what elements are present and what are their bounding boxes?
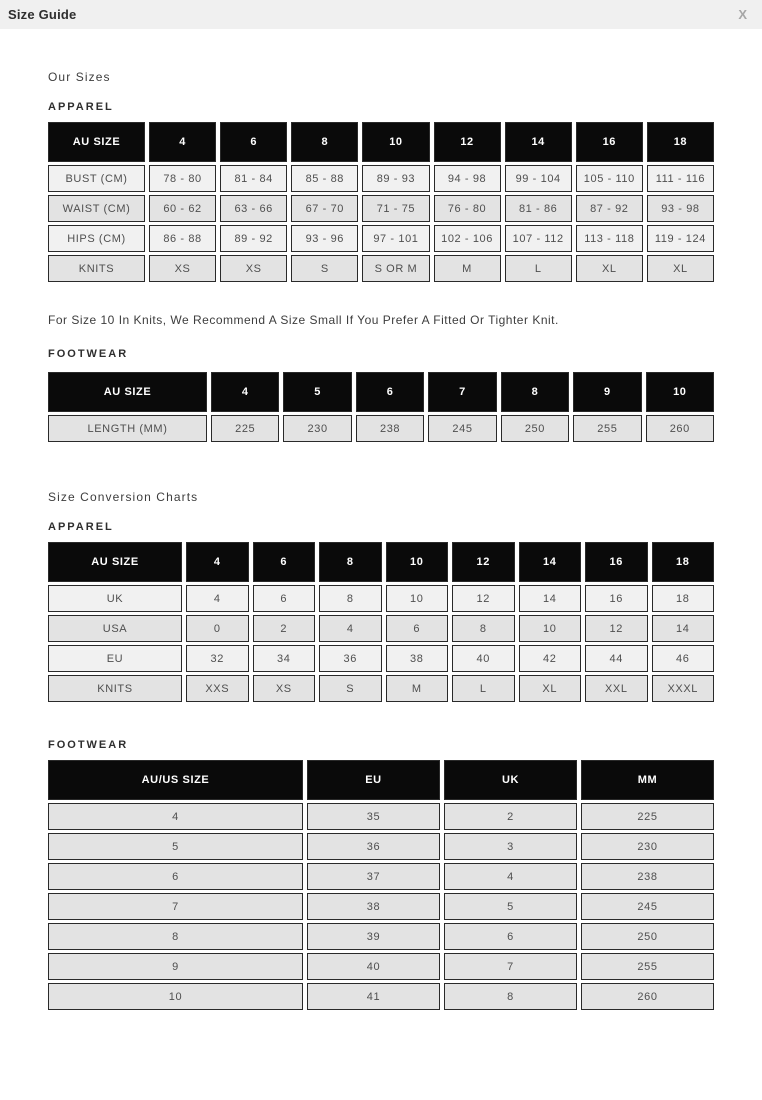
modal-header bbox=[0, 0, 762, 29]
conversion-footwear-label: FOOTWEAR bbox=[48, 739, 129, 751]
data-cell: 10 bbox=[48, 983, 303, 1010]
data-cell: 93 - 96 bbox=[291, 225, 358, 252]
data-cell: XS bbox=[220, 255, 287, 282]
column-header-cell: AU SIZE bbox=[48, 542, 182, 582]
data-cell: 113 - 118 bbox=[576, 225, 643, 252]
data-cell: M bbox=[434, 255, 501, 282]
data-cell: 71 - 75 bbox=[362, 195, 429, 222]
data-cell: 41 bbox=[307, 983, 440, 1010]
footwear-conversion-table bbox=[48, 760, 714, 1010]
data-cell: 12 bbox=[452, 585, 515, 612]
row-label-cell: EU bbox=[48, 645, 182, 672]
data-cell: S OR M bbox=[362, 255, 429, 282]
column-header-cell: 4 bbox=[149, 122, 216, 162]
data-cell: 6 bbox=[48, 863, 303, 890]
column-header-cell: MM bbox=[581, 760, 714, 800]
column-header-cell: 16 bbox=[576, 122, 643, 162]
column-header-cell: AU/US SIZE bbox=[48, 760, 303, 800]
row-label-cell: LENGTH (MM) bbox=[48, 415, 207, 442]
data-cell: 34 bbox=[253, 645, 316, 672]
data-cell: 10 bbox=[386, 585, 449, 612]
data-cell: 8 bbox=[48, 923, 303, 950]
our-sizes-heading: Our Sizes bbox=[48, 70, 111, 84]
column-header-cell: 14 bbox=[519, 542, 582, 582]
data-cell: S bbox=[291, 255, 358, 282]
column-header-cell: 12 bbox=[434, 122, 501, 162]
conversion-apparel-label: APPAREL bbox=[48, 521, 114, 533]
data-cell: 102 - 106 bbox=[434, 225, 501, 252]
data-cell: 36 bbox=[319, 645, 382, 672]
data-cell: 67 - 70 bbox=[291, 195, 358, 222]
data-cell: 7 bbox=[444, 953, 577, 980]
data-cell: 99 - 104 bbox=[505, 165, 572, 192]
data-cell: 238 bbox=[581, 863, 714, 890]
data-cell: 14 bbox=[519, 585, 582, 612]
data-cell: 2 bbox=[444, 803, 577, 830]
data-cell: XXL bbox=[585, 675, 648, 702]
data-cell: 39 bbox=[307, 923, 440, 950]
close-icon[interactable]: X bbox=[738, 7, 747, 22]
data-cell: 119 - 124 bbox=[647, 225, 714, 252]
footwear-size-table bbox=[48, 372, 714, 442]
data-cell: 93 - 98 bbox=[647, 195, 714, 222]
data-cell: 107 - 112 bbox=[505, 225, 572, 252]
data-cell: 225 bbox=[211, 415, 279, 442]
data-cell: 40 bbox=[307, 953, 440, 980]
data-cell: 225 bbox=[581, 803, 714, 830]
data-cell: 46 bbox=[652, 645, 715, 672]
data-cell: 18 bbox=[652, 585, 715, 612]
data-cell: 6 bbox=[253, 585, 316, 612]
column-header-cell: 4 bbox=[211, 372, 279, 412]
row-label-cell: BUST (CM) bbox=[48, 165, 145, 192]
row-label-cell: HIPS (CM) bbox=[48, 225, 145, 252]
data-cell: 86 - 88 bbox=[149, 225, 216, 252]
data-cell: 6 bbox=[444, 923, 577, 950]
data-cell: 32 bbox=[186, 645, 249, 672]
data-cell: 37 bbox=[307, 863, 440, 890]
data-cell: 260 bbox=[581, 983, 714, 1010]
row-label-cell: USA bbox=[48, 615, 182, 642]
data-cell: 8 bbox=[444, 983, 577, 1010]
apparel-size-table bbox=[48, 122, 714, 282]
data-cell: 4 bbox=[186, 585, 249, 612]
column-header-cell: AU SIZE bbox=[48, 372, 207, 412]
data-cell: XXS bbox=[186, 675, 249, 702]
conversion-heading: Size Conversion Charts bbox=[48, 490, 199, 504]
data-cell: XS bbox=[253, 675, 316, 702]
data-cell: 60 - 62 bbox=[149, 195, 216, 222]
data-cell: 111 - 116 bbox=[647, 165, 714, 192]
data-cell: XL bbox=[519, 675, 582, 702]
column-header-cell: 10 bbox=[386, 542, 449, 582]
column-header-cell: 5 bbox=[283, 372, 351, 412]
footwear-label: FOOTWEAR bbox=[48, 348, 129, 360]
column-header-cell: 6 bbox=[220, 122, 287, 162]
knits-note: For Size 10 In Knits, We Recommend A Size Small If You Prefer A Fitted Or Tighter Knit. bbox=[48, 313, 559, 327]
column-header-cell: 18 bbox=[647, 122, 714, 162]
data-cell: 81 - 86 bbox=[505, 195, 572, 222]
data-cell: 0 bbox=[186, 615, 249, 642]
data-cell: 2 bbox=[253, 615, 316, 642]
data-cell: 78 - 80 bbox=[149, 165, 216, 192]
page-title: Size Guide bbox=[8, 7, 77, 22]
data-cell: XXXL bbox=[652, 675, 715, 702]
column-header-cell: 10 bbox=[646, 372, 714, 412]
data-cell: 87 - 92 bbox=[576, 195, 643, 222]
column-header-cell: 7 bbox=[428, 372, 496, 412]
data-cell: 238 bbox=[356, 415, 424, 442]
data-cell: 4 bbox=[444, 863, 577, 890]
data-cell: 250 bbox=[501, 415, 569, 442]
size-guide-content bbox=[0, 70, 762, 1010]
row-label-cell: KNITS bbox=[48, 675, 182, 702]
row-label-cell: KNITS bbox=[48, 255, 145, 282]
column-header-cell: 9 bbox=[573, 372, 641, 412]
data-cell: 10 bbox=[519, 615, 582, 642]
data-cell: 9 bbox=[48, 953, 303, 980]
data-cell: M bbox=[386, 675, 449, 702]
data-cell: 85 - 88 bbox=[291, 165, 358, 192]
data-cell: 42 bbox=[519, 645, 582, 672]
data-cell: L bbox=[452, 675, 515, 702]
data-cell: 14 bbox=[652, 615, 715, 642]
data-cell: 16 bbox=[585, 585, 648, 612]
data-cell: 6 bbox=[386, 615, 449, 642]
column-header-cell: 10 bbox=[362, 122, 429, 162]
row-label-cell: WAIST (CM) bbox=[48, 195, 145, 222]
data-cell: 89 - 93 bbox=[362, 165, 429, 192]
column-header-cell: EU bbox=[307, 760, 440, 800]
data-cell: 3 bbox=[444, 833, 577, 860]
column-header-cell: UK bbox=[444, 760, 577, 800]
data-cell: 5 bbox=[48, 833, 303, 860]
apparel-conversion-table bbox=[48, 542, 714, 702]
data-cell: 97 - 101 bbox=[362, 225, 429, 252]
data-cell: 4 bbox=[319, 615, 382, 642]
data-cell: XS bbox=[149, 255, 216, 282]
data-cell: 255 bbox=[573, 415, 641, 442]
data-cell: 38 bbox=[307, 893, 440, 920]
data-cell: 4 bbox=[48, 803, 303, 830]
row-label-cell: UK bbox=[48, 585, 182, 612]
column-header-cell: 12 bbox=[452, 542, 515, 582]
column-header-cell: 18 bbox=[652, 542, 715, 582]
data-cell: XL bbox=[647, 255, 714, 282]
column-header-cell: AU SIZE bbox=[48, 122, 145, 162]
data-cell: 44 bbox=[585, 645, 648, 672]
column-header-cell: 4 bbox=[186, 542, 249, 582]
apparel-label: APPAREL bbox=[48, 101, 114, 113]
data-cell: 260 bbox=[646, 415, 714, 442]
data-cell: 245 bbox=[581, 893, 714, 920]
data-cell: 250 bbox=[581, 923, 714, 950]
data-cell: 36 bbox=[307, 833, 440, 860]
data-cell: 12 bbox=[585, 615, 648, 642]
column-header-cell: 8 bbox=[319, 542, 382, 582]
data-cell: 40 bbox=[452, 645, 515, 672]
data-cell: 81 - 84 bbox=[220, 165, 287, 192]
data-cell: 94 - 98 bbox=[434, 165, 501, 192]
data-cell: S bbox=[319, 675, 382, 702]
column-header-cell: 8 bbox=[501, 372, 569, 412]
data-cell: 230 bbox=[283, 415, 351, 442]
data-cell: 7 bbox=[48, 893, 303, 920]
data-cell: 76 - 80 bbox=[434, 195, 501, 222]
data-cell: 35 bbox=[307, 803, 440, 830]
data-cell: 8 bbox=[452, 615, 515, 642]
data-cell: 89 - 92 bbox=[220, 225, 287, 252]
column-header-cell: 6 bbox=[253, 542, 316, 582]
data-cell: 105 - 110 bbox=[576, 165, 643, 192]
column-header-cell: 8 bbox=[291, 122, 358, 162]
data-cell: XL bbox=[576, 255, 643, 282]
data-cell: L bbox=[505, 255, 572, 282]
data-cell: 5 bbox=[444, 893, 577, 920]
data-cell: 8 bbox=[319, 585, 382, 612]
column-header-cell: 14 bbox=[505, 122, 572, 162]
data-cell: 63 - 66 bbox=[220, 195, 287, 222]
data-cell: 245 bbox=[428, 415, 496, 442]
column-header-cell: 16 bbox=[585, 542, 648, 582]
data-cell: 230 bbox=[581, 833, 714, 860]
column-header-cell: 6 bbox=[356, 372, 424, 412]
data-cell: 38 bbox=[386, 645, 449, 672]
data-cell: 255 bbox=[581, 953, 714, 980]
